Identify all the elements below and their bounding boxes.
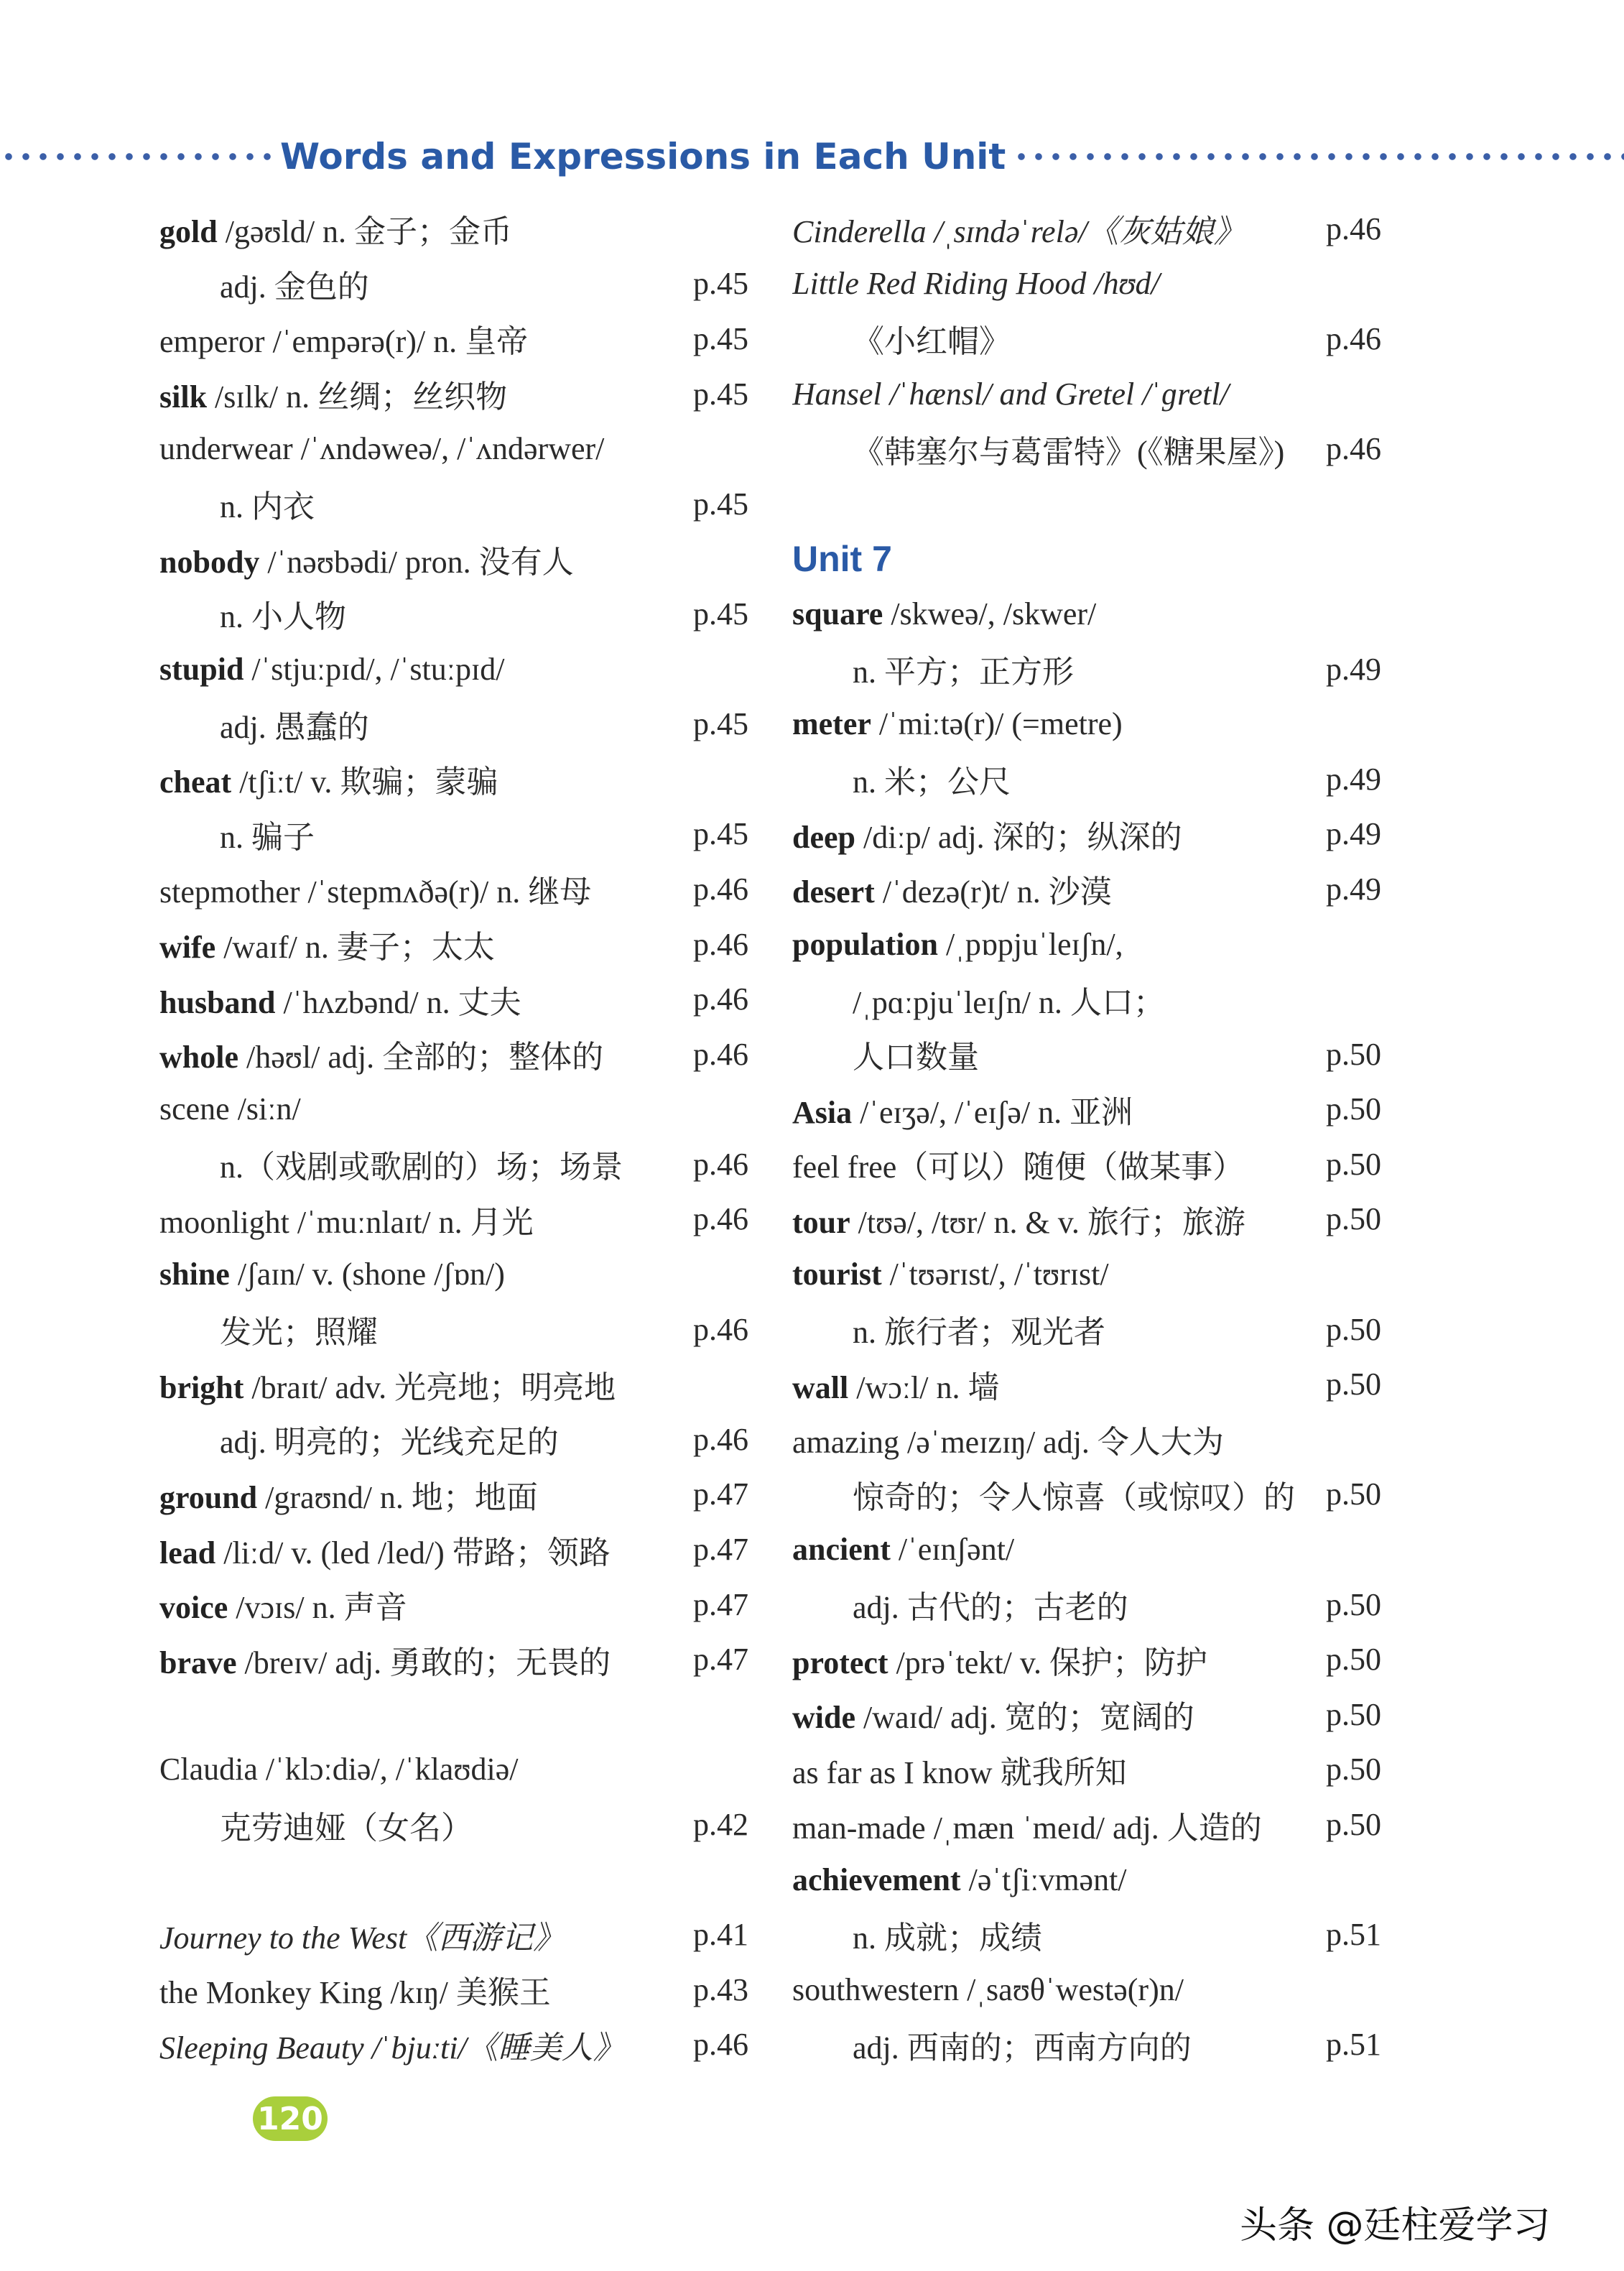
headword: shine bbox=[159, 1257, 230, 1292]
entry-line bbox=[792, 1742, 1381, 1798]
definition: n.（戏剧或歌剧的）场；场景 bbox=[220, 1150, 623, 1185]
headword: cheat bbox=[159, 764, 232, 800]
entry-line bbox=[159, 421, 748, 476]
definition: /ˈmiːtə(r)/ (=metre) bbox=[871, 706, 1123, 742]
page-ref: p.46 bbox=[693, 1201, 748, 1237]
definition: /diːp/ adj. 深的；纵深的 bbox=[855, 819, 1182, 855]
entry-line bbox=[159, 1907, 748, 1962]
definition: /skweə/, /skwer/ bbox=[883, 596, 1097, 632]
page-ref: p.50 bbox=[1326, 1696, 1381, 1732]
left-column bbox=[159, 201, 748, 2072]
headword: stupid bbox=[159, 651, 244, 687]
page-ref: p.45 bbox=[693, 596, 748, 632]
page-ref: p.45 bbox=[693, 266, 748, 302]
definition: 人口数量 bbox=[853, 1040, 979, 1076]
unit-heading: Unit 7 bbox=[792, 538, 892, 579]
entry-line bbox=[159, 1137, 748, 1192]
headword: brave bbox=[159, 1645, 237, 1680]
definition: 《小红帽》 bbox=[853, 324, 1011, 360]
page-ref: p.47 bbox=[693, 1586, 748, 1622]
definition: n. 骗子 bbox=[220, 819, 315, 855]
definition: /breɪv/ adj. 勇敢的；无畏的 bbox=[236, 1645, 611, 1680]
page-ref: p.50 bbox=[1326, 1642, 1381, 1678]
definition: Hansel /ˈhænsl/ and Gretel /ˈɡretl/ bbox=[792, 376, 1229, 412]
spacer bbox=[159, 1852, 748, 1907]
page-ref: p.45 bbox=[693, 486, 748, 522]
entry-line bbox=[792, 256, 1381, 312]
entry-line bbox=[792, 586, 1381, 642]
definition: /əˈtʃiːvmənt/ bbox=[960, 1861, 1127, 1897]
entry-line bbox=[792, 917, 1381, 972]
definition: adj. 明亮的；光线充足的 bbox=[220, 1425, 559, 1461]
entry-line bbox=[792, 1192, 1381, 1247]
page-ref: p.50 bbox=[1326, 1201, 1381, 1237]
entry-line bbox=[159, 586, 748, 642]
page-ref: p.50 bbox=[1326, 1146, 1381, 1182]
headword: Asia bbox=[792, 1094, 853, 1130]
page-ref: p.46 bbox=[693, 981, 748, 1017]
page-ref: p.41 bbox=[693, 1917, 748, 1953]
entry-line bbox=[792, 366, 1381, 422]
page-ref: p.49 bbox=[1326, 761, 1381, 797]
entry-line bbox=[792, 1082, 1381, 1137]
headword: husband bbox=[159, 984, 276, 1020]
entry-line bbox=[159, 1632, 748, 1687]
headword: achievement bbox=[792, 1861, 961, 1897]
definition: 克劳迪娅（女名） bbox=[220, 1810, 473, 1846]
entry-line bbox=[792, 1797, 1381, 1852]
definition: /ˌpɒpjuˈleɪʃn/, bbox=[937, 926, 1123, 962]
entry-line bbox=[159, 1027, 748, 1082]
definition: adj. 愚蠢的 bbox=[220, 709, 369, 745]
entry-line bbox=[792, 1137, 1381, 1192]
right-column bbox=[792, 201, 1381, 2072]
page-ref: p.45 bbox=[693, 376, 748, 412]
definition: /ˈnəʊbədi/ pron. 没有人 bbox=[259, 544, 574, 580]
headword: wide bbox=[792, 1700, 855, 1736]
page-ref: p.47 bbox=[693, 1476, 748, 1512]
entry-line bbox=[792, 971, 1381, 1027]
definition: /waɪf/ n. 妻子；太太 bbox=[215, 930, 495, 966]
definition: Sleeping Beauty /ˈbjuːti/《睡美人》 bbox=[159, 2030, 625, 2066]
page-ref: p.43 bbox=[693, 1971, 748, 2007]
definition: scene /siːn/ bbox=[159, 1091, 301, 1127]
page-ref: p.46 bbox=[693, 2027, 748, 2063]
definition: Journey to the West《西游记》 bbox=[159, 1920, 565, 1956]
entry-line bbox=[792, 642, 1381, 697]
entry-line bbox=[159, 861, 748, 917]
definition: amazing /əˈmeɪzɪŋ/ adj. 令人大为 bbox=[792, 1425, 1224, 1461]
entry-line bbox=[159, 2017, 748, 2073]
definition: Claudia /ˈklɔːdiə/, /ˈklaʊdiə/ bbox=[159, 1752, 519, 1787]
entry-line bbox=[792, 1687, 1381, 1742]
entry-line bbox=[159, 1577, 748, 1632]
headword: protect bbox=[792, 1645, 888, 1680]
definition: n. 内衣 bbox=[220, 489, 315, 525]
definition: man-made /ˌmæn ˈmeɪd/ adj. 人造的 bbox=[792, 1810, 1262, 1846]
page-ref: p.46 bbox=[693, 1311, 748, 1347]
entry-line bbox=[792, 1412, 1381, 1467]
definition: /ˈeɪʒə/, /ˈeɪʃə/ n. 亚洲 bbox=[852, 1094, 1133, 1130]
entry-line bbox=[159, 1467, 748, 1522]
definition: /tʃiːt/ v. 欺骗；蒙骗 bbox=[231, 764, 498, 800]
page-ref: p.46 bbox=[693, 1036, 748, 1072]
page-ref: p.46 bbox=[693, 1421, 748, 1457]
definition: the Monkey King /kɪŋ/ 美猴王 bbox=[159, 1975, 551, 2011]
page-ref: p.45 bbox=[693, 320, 748, 356]
header-title: Words and Expressions in Each Unit bbox=[280, 136, 1006, 177]
entry-line bbox=[792, 1907, 1381, 1962]
definition: /waɪd/ adj. 宽的；宽阔的 bbox=[855, 1700, 1194, 1736]
headword: lead bbox=[159, 1535, 216, 1571]
headword: whole bbox=[159, 1040, 238, 1076]
page-ref: p.49 bbox=[1326, 651, 1381, 687]
headword: population bbox=[792, 926, 938, 962]
definition: stepmother /ˈstepmʌðə(r)/ n. 继母 bbox=[159, 874, 592, 910]
page-ref: p.46 bbox=[1326, 320, 1381, 356]
entry-line bbox=[159, 1797, 748, 1852]
entry-line bbox=[159, 971, 748, 1027]
headword: meter bbox=[792, 706, 871, 742]
header-dots-right bbox=[1013, 152, 1624, 161]
entry-line bbox=[159, 1082, 748, 1137]
entry-line bbox=[159, 1742, 748, 1798]
entry-line bbox=[792, 1467, 1381, 1522]
entry-line bbox=[159, 532, 748, 587]
definition: /həʊl/ adj. 全部的；整体的 bbox=[238, 1040, 604, 1076]
page-ref: p.50 bbox=[1326, 1091, 1381, 1127]
page-ref: p.45 bbox=[693, 816, 748, 852]
entry-line bbox=[159, 201, 748, 256]
entry-line bbox=[792, 1522, 1381, 1577]
entry-line bbox=[159, 1962, 748, 2017]
page-ref: p.50 bbox=[1326, 1476, 1381, 1512]
headword: nobody bbox=[159, 544, 260, 580]
definition: /gəʊld/ n. 金子；金币 bbox=[217, 214, 513, 250]
definition: /liːd/ v. (led /led/) 带路；领路 bbox=[215, 1535, 611, 1571]
headword: tour bbox=[792, 1204, 850, 1240]
headword: wife bbox=[159, 930, 216, 966]
definition: /braɪt/ adv. 光亮地；明亮地 bbox=[243, 1369, 616, 1405]
entry-line bbox=[792, 1302, 1381, 1357]
entry-line bbox=[159, 696, 748, 751]
definition: /ˌpɑːpjuˈleɪʃn/ n. 人口； bbox=[853, 984, 1165, 1020]
headword: deep bbox=[792, 819, 855, 855]
entry-line bbox=[792, 807, 1381, 862]
header-dots-left bbox=[0, 152, 273, 161]
definition: emperor /ˈempərə(r)/ n. 皇帝 bbox=[159, 324, 529, 360]
spacer bbox=[792, 476, 1381, 532]
definition: as far as I know 就我所知 bbox=[792, 1754, 1127, 1790]
page-ref: p.49 bbox=[1326, 871, 1381, 907]
definition: feel free（可以）随便（做某事） bbox=[792, 1150, 1245, 1185]
page-ref: p.47 bbox=[693, 1532, 748, 1568]
page-ref: p.47 bbox=[693, 1642, 748, 1678]
headword: voice bbox=[159, 1590, 228, 1626]
headword: wall bbox=[792, 1369, 849, 1405]
page-ref: p.46 bbox=[693, 926, 748, 962]
definition: n. 旅行者；观光者 bbox=[853, 1315, 1105, 1351]
entry-line bbox=[792, 2017, 1381, 2073]
entry-line bbox=[792, 421, 1381, 476]
entry-line bbox=[792, 1577, 1381, 1632]
page-ref: p.50 bbox=[1326, 1752, 1381, 1787]
entry-line bbox=[159, 1246, 748, 1302]
page-ref: p.50 bbox=[1326, 1366, 1381, 1402]
definition: n. 平方；正方形 bbox=[853, 655, 1074, 690]
definition: n. 米；公尺 bbox=[853, 764, 1011, 800]
entry-line bbox=[792, 1632, 1381, 1687]
watermark: 头条 @廷柱爱学习 bbox=[1240, 2204, 1551, 2247]
entry-line bbox=[159, 1192, 748, 1247]
definition: 《韩塞尔与葛雷特》(《糖果屋》) bbox=[853, 434, 1285, 470]
entry-line bbox=[159, 476, 748, 532]
definition: /ˈhʌzbənd/ n. 丈夫 bbox=[275, 984, 521, 1020]
entry-line bbox=[159, 1412, 748, 1467]
entry-line bbox=[792, 201, 1381, 256]
definition: /ˈdezə(r)t/ n. 沙漠 bbox=[874, 874, 1112, 910]
entry-line bbox=[792, 1852, 1381, 1907]
spacer bbox=[159, 1687, 748, 1742]
page-ref: p.49 bbox=[1326, 816, 1381, 852]
entry-line bbox=[159, 1302, 748, 1357]
definition: /prəˈtekt/ v. 保护；防护 bbox=[888, 1645, 1207, 1680]
entry-line bbox=[159, 1522, 748, 1577]
page-ref: p.51 bbox=[1326, 1917, 1381, 1953]
entry-line bbox=[792, 1356, 1381, 1412]
page-ref: p.42 bbox=[693, 1807, 748, 1843]
definition: n. 小人物 bbox=[220, 599, 346, 635]
page-ref: p.46 bbox=[693, 1146, 748, 1182]
entry-line bbox=[159, 311, 748, 366]
definition: /ˈeɪnʃənt/ bbox=[890, 1532, 1015, 1568]
entry-line bbox=[159, 642, 748, 697]
headword: silk bbox=[159, 379, 208, 415]
entry-line bbox=[792, 1246, 1381, 1302]
headword: square bbox=[792, 596, 883, 632]
entry-line bbox=[792, 1027, 1381, 1082]
headword: tourist bbox=[792, 1257, 882, 1292]
definition: /ˈstjuːpɪd/, /ˈstuːpɪd/ bbox=[243, 651, 505, 687]
page-ref: p.50 bbox=[1326, 1311, 1381, 1347]
entry-line bbox=[792, 861, 1381, 917]
entry-line bbox=[792, 1962, 1381, 2017]
page-ref: p.51 bbox=[1326, 2027, 1381, 2063]
page-ref: p.46 bbox=[693, 871, 748, 907]
definition: moonlight /ˈmuːnlaɪt/ n. 月光 bbox=[159, 1204, 534, 1240]
definition: /sɪlk/ n. 丝绸；丝织物 bbox=[207, 379, 508, 415]
definition: adj. 金色的 bbox=[220, 269, 369, 305]
definition: adj. 古代的；古老的 bbox=[853, 1590, 1128, 1626]
entry-line bbox=[159, 366, 748, 422]
entry-line bbox=[159, 807, 748, 862]
definition: /ˈtʊərɪst/, /ˈtʊrɪst/ bbox=[881, 1257, 1109, 1292]
entry-line bbox=[159, 256, 748, 312]
headword: bright bbox=[159, 1369, 244, 1405]
definition: /wɔːl/ n. 墙 bbox=[848, 1369, 1000, 1405]
definition: n. 成就；成绩 bbox=[853, 1920, 1042, 1956]
entry-line bbox=[792, 696, 1381, 751]
headword: ground bbox=[159, 1479, 258, 1515]
headword: gold bbox=[159, 214, 218, 250]
definition: /vɔɪs/ n. 声音 bbox=[228, 1590, 407, 1626]
page-ref: p.50 bbox=[1326, 1807, 1381, 1843]
definition: underwear /ˈʌndəweə/, /ˈʌndərwer/ bbox=[159, 431, 605, 467]
page-ref: p.50 bbox=[1326, 1586, 1381, 1622]
page-ref: p.46 bbox=[1326, 211, 1381, 246]
page-number: 120 bbox=[253, 2096, 328, 2141]
definition: southwestern /ˌsaʊθˈwestə(r)n/ bbox=[792, 1971, 1184, 2007]
entry-line bbox=[159, 1356, 748, 1412]
headword: ancient bbox=[792, 1532, 891, 1568]
definition: adj. 西南的；西南方向的 bbox=[853, 2030, 1192, 2066]
definition: 发光；照耀 bbox=[220, 1315, 378, 1351]
definition: /tʊə/, /tʊr/ n. & v. 旅行；旅游 bbox=[850, 1204, 1245, 1240]
definition: /graʊnd/ n. 地；地面 bbox=[257, 1479, 538, 1515]
page-ref: p.50 bbox=[1326, 1036, 1381, 1072]
entry-line bbox=[792, 751, 1381, 807]
entry-line bbox=[792, 311, 1381, 366]
entry-line bbox=[159, 917, 748, 972]
entry-line bbox=[159, 751, 748, 807]
definition: Cinderella /ˌsɪndəˈrelə/《灰姑娘》 bbox=[792, 214, 1245, 250]
page-ref: p.46 bbox=[1326, 431, 1381, 467]
headword: desert bbox=[792, 874, 875, 910]
section-header bbox=[0, 128, 1624, 185]
entry-line bbox=[792, 532, 1381, 587]
page-ref: p.45 bbox=[693, 706, 748, 742]
definition: /ʃaɪn/ v. (shone /ʃɒn/) bbox=[229, 1257, 505, 1292]
definition: Little Red Riding Hood /hʊd/ bbox=[792, 266, 1160, 302]
definition: 惊奇的；令人惊喜（或惊叹）的 bbox=[853, 1479, 1295, 1515]
